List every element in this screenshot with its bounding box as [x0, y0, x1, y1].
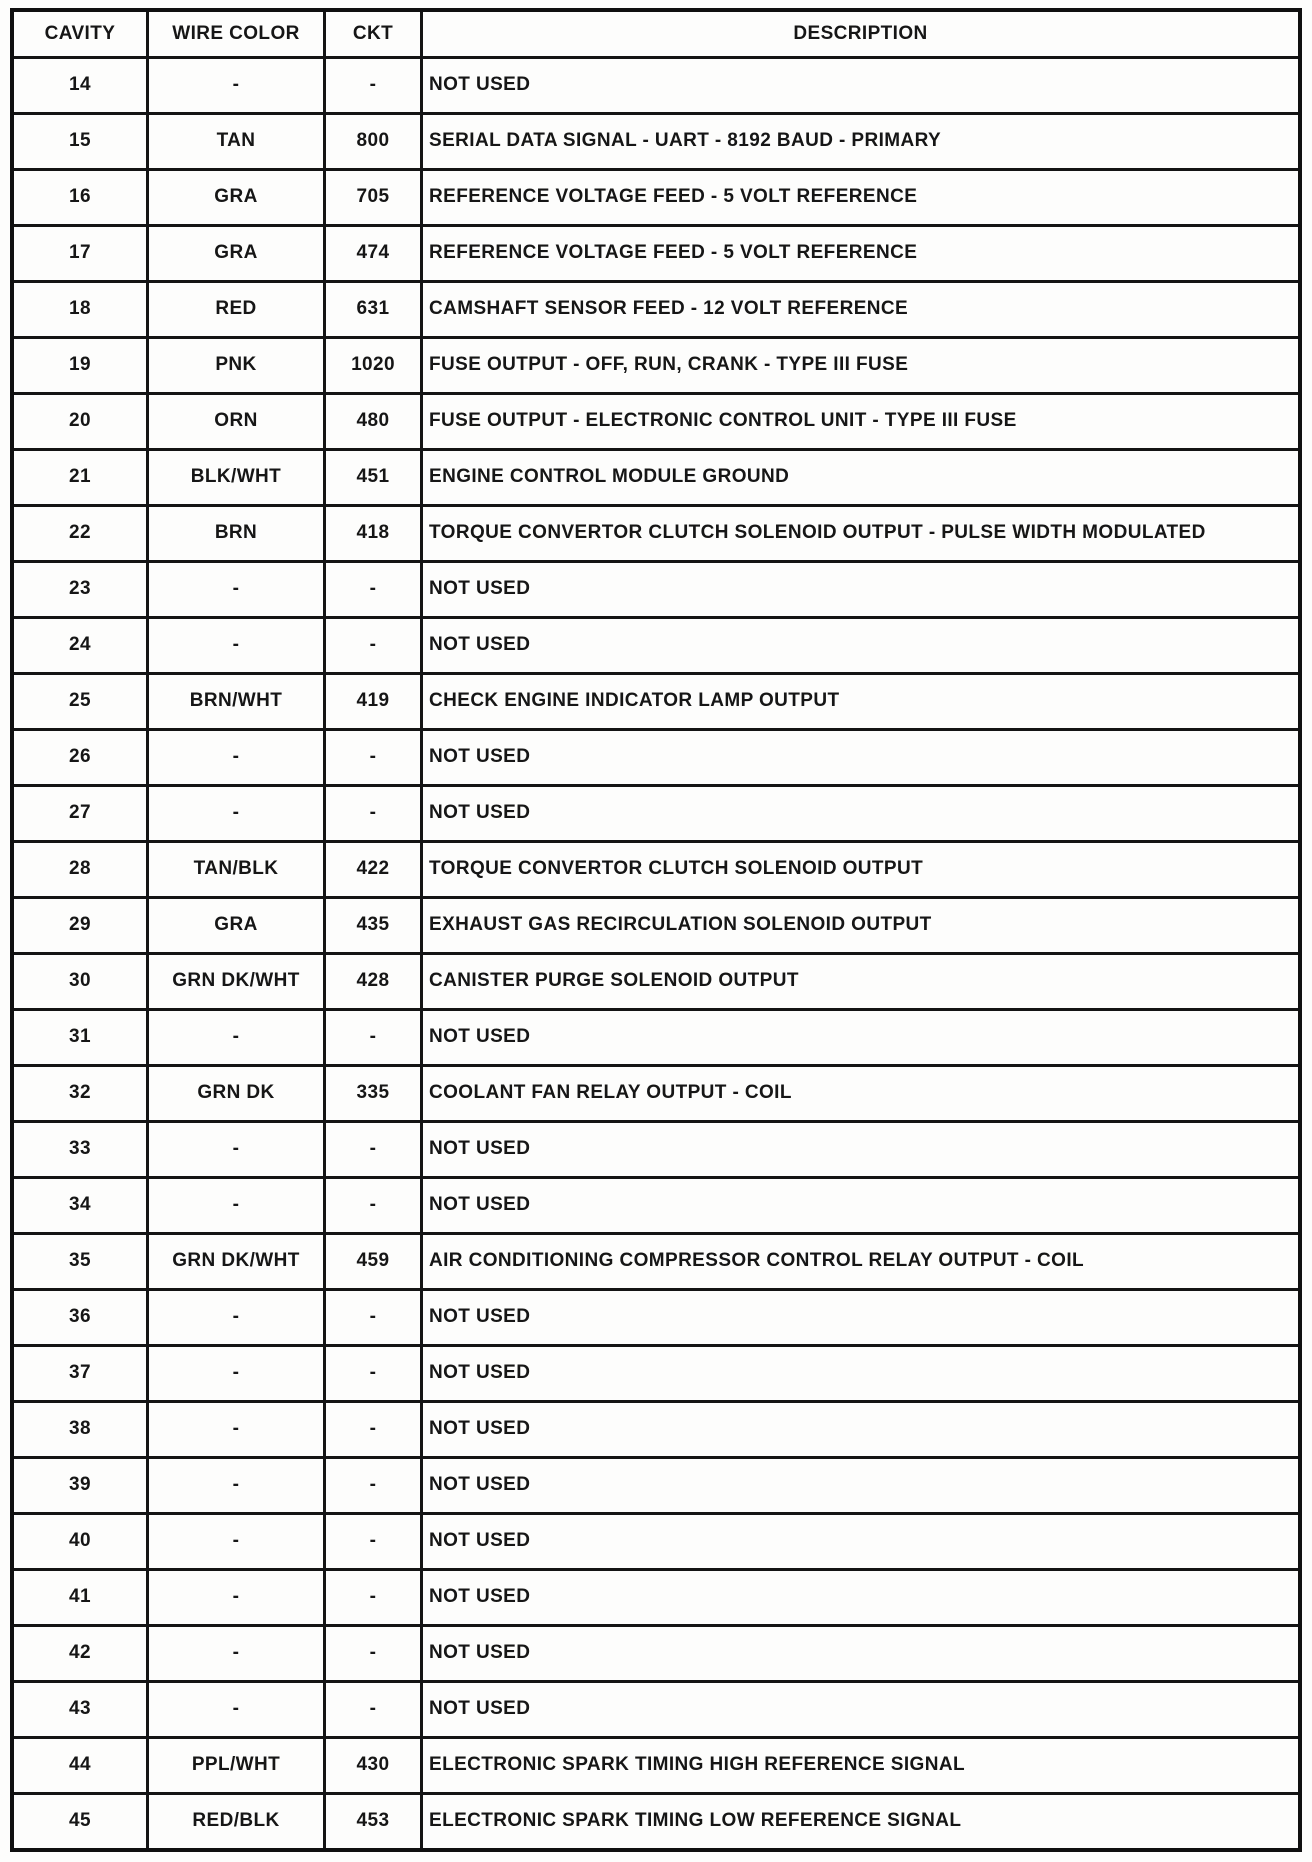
- ckt-cell: -: [325, 1289, 422, 1345]
- ckt-cell: -: [325, 729, 422, 785]
- wire-color-cell: TAN/BLK: [148, 841, 325, 897]
- wire-color-cell: -: [148, 1625, 325, 1681]
- description-cell: NOT USED: [422, 1457, 1301, 1513]
- cavity-cell: 27: [12, 785, 148, 841]
- cavity-cell: 17: [12, 225, 148, 281]
- ckt-cell: 435: [325, 897, 422, 953]
- cavity-cell: 25: [12, 673, 148, 729]
- ckt-cell: 705: [325, 169, 422, 225]
- table-row: [12, 1681, 1300, 1737]
- ckt-cell: 459: [325, 1233, 422, 1289]
- cavity-cell: 38: [12, 1401, 148, 1457]
- wire-color-cell: GRA: [148, 169, 325, 225]
- description-cell: CAMSHAFT SENSOR FEED - 12 VOLT REFERENCE: [422, 281, 1301, 337]
- cavity-cell: 19: [12, 337, 148, 393]
- ckt-cell: -: [325, 1401, 422, 1457]
- wire-color-cell: TAN: [148, 113, 325, 169]
- wire-color-cell: BLK/WHT: [148, 449, 325, 505]
- table-row: [12, 1289, 1300, 1345]
- wire-color-cell: -: [148, 785, 325, 841]
- table-row: [12, 561, 1300, 617]
- cavity-cell: 28: [12, 841, 148, 897]
- description-cell: NOT USED: [422, 1177, 1301, 1233]
- description-cell: NOT USED: [422, 1569, 1301, 1625]
- column-header-ckt: CKT: [325, 10, 422, 58]
- ckt-cell: 800: [325, 113, 422, 169]
- pinout-table-body: [12, 58, 1300, 1851]
- ckt-cell: -: [325, 1457, 422, 1513]
- cavity-cell: 29: [12, 897, 148, 953]
- wire-color-cell: GRA: [148, 225, 325, 281]
- ckt-cell: 1020: [325, 337, 422, 393]
- table-row: [12, 953, 1300, 1009]
- table-row: [12, 1345, 1300, 1401]
- wire-color-cell: RED: [148, 281, 325, 337]
- description-cell: FUSE OUTPUT - ELECTRONIC CONTROL UNIT - TYPE III FUSE: [422, 393, 1301, 449]
- ckt-cell: 422: [325, 841, 422, 897]
- cavity-cell: 34: [12, 1177, 148, 1233]
- cavity-cell: 31: [12, 1009, 148, 1065]
- wire-color-cell: ORN: [148, 393, 325, 449]
- cavity-cell: 32: [12, 1065, 148, 1121]
- wire-color-cell: -: [148, 1681, 325, 1737]
- table-row: [12, 113, 1300, 169]
- ckt-cell: -: [325, 1681, 422, 1737]
- description-cell: NOT USED: [422, 1401, 1301, 1457]
- wire-color-cell: BRN/WHT: [148, 673, 325, 729]
- table-row: [12, 337, 1300, 393]
- wire-color-cell: GRN DK/WHT: [148, 1233, 325, 1289]
- description-cell: NOT USED: [422, 561, 1301, 617]
- connector-pinout-table: [10, 8, 1302, 1852]
- ckt-cell: 419: [325, 673, 422, 729]
- table-row: [12, 505, 1300, 561]
- table-row: [12, 897, 1300, 953]
- cavity-cell: 35: [12, 1233, 148, 1289]
- description-cell: AIR CONDITIONING COMPRESSOR CONTROL RELAY OUTPUT - COIL: [422, 1233, 1301, 1289]
- ckt-cell: 480: [325, 393, 422, 449]
- table-row: [12, 673, 1300, 729]
- cavity-cell: 26: [12, 729, 148, 785]
- ckt-cell: 453: [325, 1793, 422, 1850]
- wire-color-cell: -: [148, 1513, 325, 1569]
- description-cell: NOT USED: [422, 729, 1301, 785]
- cavity-cell: 37: [12, 1345, 148, 1401]
- table-row: [12, 1625, 1300, 1681]
- table-row: [12, 1569, 1300, 1625]
- cavity-cell: 41: [12, 1569, 148, 1625]
- description-cell: NOT USED: [422, 1345, 1301, 1401]
- ckt-cell: 335: [325, 1065, 422, 1121]
- wire-color-cell: RED/BLK: [148, 1793, 325, 1850]
- table-row: [12, 1065, 1300, 1121]
- description-cell: TORQUE CONVERTOR CLUTCH SOLENOID OUTPUT - PULSE WIDTH MODULATED: [422, 505, 1301, 561]
- ckt-cell: 430: [325, 1737, 422, 1793]
- table-row: [12, 1793, 1300, 1850]
- table-row: [12, 58, 1300, 114]
- cavity-cell: 18: [12, 281, 148, 337]
- table-row: [12, 281, 1300, 337]
- ckt-cell: 418: [325, 505, 422, 561]
- ckt-cell: -: [325, 1009, 422, 1065]
- description-cell: REFERENCE VOLTAGE FEED - 5 VOLT REFERENCE: [422, 169, 1301, 225]
- description-cell: SERIAL DATA SIGNAL - UART - 8192 BAUD - PRIMARY: [422, 113, 1301, 169]
- wire-color-cell: -: [148, 1401, 325, 1457]
- cavity-cell: 40: [12, 1513, 148, 1569]
- description-cell: FUSE OUTPUT - OFF, RUN, CRANK - TYPE III FUSE: [422, 337, 1301, 393]
- wire-color-cell: -: [148, 1289, 325, 1345]
- table-row: [12, 1457, 1300, 1513]
- ckt-cell: -: [325, 1121, 422, 1177]
- description-cell: NOT USED: [422, 58, 1301, 114]
- description-cell: CHECK ENGINE INDICATOR LAMP OUTPUT: [422, 673, 1301, 729]
- wire-color-cell: PNK: [148, 337, 325, 393]
- cavity-cell: 44: [12, 1737, 148, 1793]
- cavity-cell: 30: [12, 953, 148, 1009]
- table-header: [12, 10, 1300, 58]
- header-row: [12, 10, 1300, 58]
- cavity-cell: 16: [12, 169, 148, 225]
- ckt-cell: -: [325, 58, 422, 114]
- wire-color-cell: -: [148, 1009, 325, 1065]
- table-row: [12, 841, 1300, 897]
- wire-color-cell: BRN: [148, 505, 325, 561]
- wire-color-cell: -: [148, 1345, 325, 1401]
- wire-color-cell: -: [148, 1457, 325, 1513]
- column-header-cavity: CAVITY: [12, 10, 148, 58]
- cavity-cell: 24: [12, 617, 148, 673]
- cavity-cell: 20: [12, 393, 148, 449]
- description-cell: ELECTRONIC SPARK TIMING LOW REFERENCE SIGNAL: [422, 1793, 1301, 1850]
- cavity-cell: 22: [12, 505, 148, 561]
- wire-color-cell: -: [148, 1177, 325, 1233]
- cavity-cell: 33: [12, 1121, 148, 1177]
- ckt-cell: -: [325, 561, 422, 617]
- table-row: [12, 393, 1300, 449]
- description-cell: CANISTER PURGE SOLENOID OUTPUT: [422, 953, 1301, 1009]
- table-row: [12, 449, 1300, 505]
- description-cell: NOT USED: [422, 617, 1301, 673]
- wire-color-cell: GRN DK/WHT: [148, 953, 325, 1009]
- ckt-cell: -: [325, 617, 422, 673]
- description-cell: NOT USED: [422, 1009, 1301, 1065]
- cavity-cell: 39: [12, 1457, 148, 1513]
- table-row: [12, 1177, 1300, 1233]
- description-cell: ENGINE CONTROL MODULE GROUND: [422, 449, 1301, 505]
- wire-color-cell: -: [148, 617, 325, 673]
- table-row: [12, 1009, 1300, 1065]
- wire-color-cell: -: [148, 729, 325, 785]
- cavity-cell: 21: [12, 449, 148, 505]
- description-cell: EXHAUST GAS RECIRCULATION SOLENOID OUTPUT: [422, 897, 1301, 953]
- ckt-cell: -: [325, 1569, 422, 1625]
- description-cell: NOT USED: [422, 1625, 1301, 1681]
- table-row: [12, 729, 1300, 785]
- ckt-cell: -: [325, 1513, 422, 1569]
- table-row: [12, 785, 1300, 841]
- description-cell: NOT USED: [422, 1289, 1301, 1345]
- description-cell: NOT USED: [422, 1681, 1301, 1737]
- ckt-cell: 451: [325, 449, 422, 505]
- ckt-cell: -: [325, 1177, 422, 1233]
- wire-color-cell: GRN DK: [148, 1065, 325, 1121]
- description-cell: ELECTRONIC SPARK TIMING HIGH REFERENCE SIGNAL: [422, 1737, 1301, 1793]
- table-row: [12, 1121, 1300, 1177]
- ckt-cell: 474: [325, 225, 422, 281]
- description-cell: NOT USED: [422, 1513, 1301, 1569]
- cavity-cell: 15: [12, 113, 148, 169]
- description-cell: REFERENCE VOLTAGE FEED - 5 VOLT REFERENCE: [422, 225, 1301, 281]
- table-row: [12, 1233, 1300, 1289]
- cavity-cell: 45: [12, 1793, 148, 1850]
- table-row: [12, 617, 1300, 673]
- ckt-cell: -: [325, 785, 422, 841]
- cavity-cell: 42: [12, 1625, 148, 1681]
- column-header-description: DESCRIPTION: [422, 10, 1301, 58]
- cavity-cell: 14: [12, 58, 148, 114]
- description-cell: NOT USED: [422, 785, 1301, 841]
- cavity-cell: 36: [12, 1289, 148, 1345]
- wire-color-cell: -: [148, 1121, 325, 1177]
- table-row: [12, 1401, 1300, 1457]
- wire-color-cell: -: [148, 1569, 325, 1625]
- table-row: [12, 1737, 1300, 1793]
- wire-color-cell: -: [148, 58, 325, 114]
- table-row: [12, 1513, 1300, 1569]
- wire-color-cell: GRA: [148, 897, 325, 953]
- ckt-cell: 428: [325, 953, 422, 1009]
- table-row: [12, 169, 1300, 225]
- wire-color-cell: -: [148, 561, 325, 617]
- ckt-cell: -: [325, 1625, 422, 1681]
- cavity-cell: 43: [12, 1681, 148, 1737]
- column-header-wire-color: WIRE COLOR: [148, 10, 325, 58]
- description-cell: COOLANT FAN RELAY OUTPUT - COIL: [422, 1065, 1301, 1121]
- ckt-cell: 631: [325, 281, 422, 337]
- table-row: [12, 225, 1300, 281]
- description-cell: TORQUE CONVERTOR CLUTCH SOLENOID OUTPUT: [422, 841, 1301, 897]
- cavity-cell: 23: [12, 561, 148, 617]
- ckt-cell: -: [325, 1345, 422, 1401]
- description-cell: NOT USED: [422, 1121, 1301, 1177]
- wire-color-cell: PPL/WHT: [148, 1737, 325, 1793]
